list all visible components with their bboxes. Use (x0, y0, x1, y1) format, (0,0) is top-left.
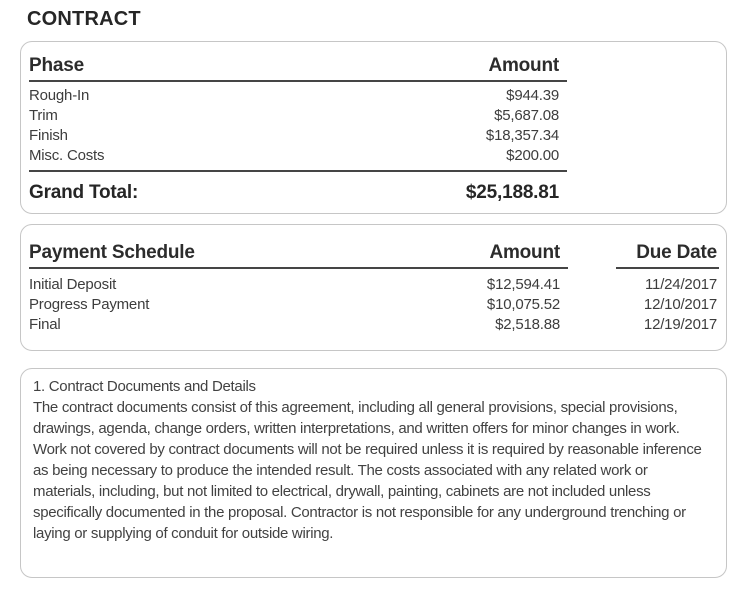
table-row (29, 295, 568, 315)
table-row (29, 106, 567, 126)
due-date-column-header: Due Date (616, 241, 719, 269)
terms-body: The contract documents consist of this agreement, including all general provisions, special provisions, drawings, agenda, change orders, written interpretations, and written offers for minor changes in work. Work not covered by contract documents will not be required unless it is required by reasonable inference as being necessary to produce the intended result. The costs associated with any related work or materials, including, but not limited to electrical, drywall, painting, cabinets are not included unless specifically documented in the proposal. Contractor is not responsible for any underground trenching or laying or supplying of conduit for outside wiring. (33, 399, 702, 542)
phase-table-header-row (29, 54, 567, 82)
phase-amount: $18,357.34 (485, 127, 559, 144)
payment-name: Initial Deposit (29, 276, 117, 293)
payment-name: Final (29, 316, 61, 333)
phase-amount: $944.39 (506, 87, 559, 104)
table-row (29, 86, 567, 106)
column-gap (568, 241, 616, 269)
contract-terms-card (20, 368, 727, 578)
phase-name: Misc. Costs (29, 147, 105, 164)
table-row (29, 315, 568, 335)
grand-total-label: Grand Total: (29, 182, 139, 203)
phase-column-header: Phase (29, 55, 84, 76)
payment-amount: $12,594.41 (486, 276, 560, 293)
page-title: CONTRACT (27, 8, 141, 30)
payment-name: Progress Payment (29, 296, 150, 313)
grand-total-row (29, 170, 567, 205)
payment-amount: $2,518.88 (495, 316, 560, 333)
phase-amount: $200.00 (506, 147, 559, 164)
phase-table-body (29, 86, 567, 166)
table-row (29, 146, 567, 166)
phase-name: Rough-In (29, 87, 90, 104)
phase-amount: $5,687.08 (494, 107, 559, 124)
amount-column-header: Amount (488, 55, 559, 76)
phase-name: Finish (29, 127, 68, 144)
payment-schedule-column-header: Payment Schedule (29, 242, 195, 263)
payment-due-date: 11/24/2017 (645, 276, 717, 293)
payment-schedule-header-row (29, 241, 568, 269)
phase-amount-card (20, 41, 727, 214)
table-row (29, 275, 568, 295)
payment-due-date: 12/10/2017 (643, 296, 717, 313)
payment-schedule-table (29, 241, 719, 335)
payment-schedule-card (20, 224, 727, 351)
amount-column-header: Amount (489, 242, 560, 263)
grand-total-amount: $25,188.81 (465, 182, 559, 203)
phase-name: Trim (29, 107, 58, 124)
table-row (29, 126, 567, 146)
terms-heading: 1. Contract Documents and Details (33, 378, 256, 395)
payment-due-date: 12/19/2017 (643, 316, 717, 333)
payment-amount: $10,075.52 (486, 296, 560, 313)
phase-table (29, 54, 567, 205)
